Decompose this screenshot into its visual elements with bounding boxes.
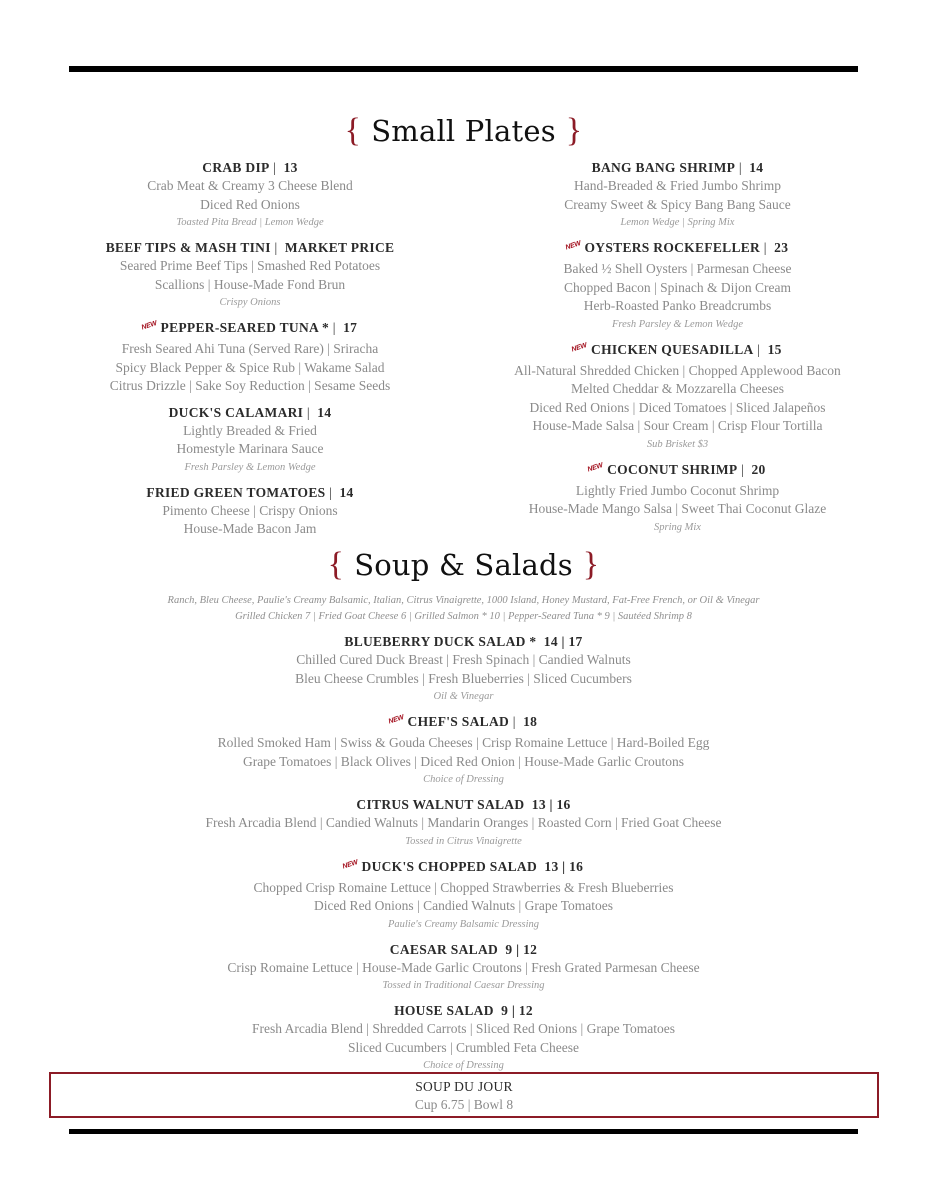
item-description: Creamy Sweet & Spicy Bang Bang Sauce <box>564 196 791 212</box>
item-description: Rolled Smoked Ham | Swiss & Gouda Cheeses | Crisp Romaine Lettuce | Hard-Boiled Egg <box>217 735 710 750</box>
dressing-list: Ranch, Bleu Cheese, Paulie's Creamy Balsamic, Italian, Citrus Vinaigrette, 1000 Island, Honey Mustard, Fat-Free French, or Oil & Vinegar <box>167 595 760 606</box>
item-heading: NEW PEPPER-SEARED TUNA * | 17 <box>75 318 425 340</box>
item-description: Diced Red Onions | Diced Tomatoes | Sliced Jalapeños <box>529 399 826 415</box>
item-note: Choice of Dressing <box>423 774 504 785</box>
item-heading: BANG BANG SHRIMP | 14 <box>591 160 764 175</box>
bottom-rule <box>69 1129 858 1134</box>
item-note: Paulie's Creamy Balsamic Dressing <box>387 918 540 930</box>
section-title-soup-salads: { Soup & Salads } <box>327 546 600 583</box>
item-price: 9 | 12 <box>505 941 538 957</box>
new-badge-icon: NEW <box>564 239 582 252</box>
item-price: 14 <box>317 404 332 420</box>
item-description: Baked ½ Shell Oysters | Parmesan Cheese <box>563 261 792 276</box>
item-description: Melted Cheddar & Mozzarella Cheeses <box>571 381 784 396</box>
soup-du-jour-box <box>49 1072 879 1118</box>
item-description: House-Made Salsa | Sour Cream | Crisp Flour Tortilla <box>532 418 823 433</box>
item-note: Spring Mix <box>654 521 701 533</box>
item-note: Sub Brisket $3 <box>646 438 709 450</box>
menu-item <box>490 460 865 536</box>
item-name: CRAB DIP <box>202 160 270 175</box>
item-name: FRIED GREEN TOMATOES <box>146 484 326 500</box>
item-description: Sliced Cucumbers | Crumbled Feta Cheese <box>347 1039 580 1055</box>
item-note: Choice of Dressing <box>423 1060 504 1071</box>
menu-item <box>60 795 867 850</box>
item-description: Herb-Roasted Panko Breadcrumbs <box>583 298 772 313</box>
small-plates-right-column <box>490 158 865 543</box>
item-description: Fresh Seared Ahi Tuna (Served Rare) | Sriracha <box>121 341 379 356</box>
item-heading: BEEF TIPS & MASH TINI | MARKET PRICE <box>105 240 395 255</box>
menu-item <box>75 238 425 311</box>
item-description: Seared Prime Beef Tips | Smashed Red Potatoes <box>119 258 381 273</box>
item-description: Crisp Romaine Lettuce | House-Made Garlic Croutons | Fresh Grated Parmesan Cheese <box>227 959 700 975</box>
item-heading: NEW CHEF'S SALAD | 18 <box>60 712 867 734</box>
new-badge-icon: NEW <box>571 341 589 354</box>
item-note: Oil & Vinegar <box>433 691 494 702</box>
item-heading: NEW CHICKEN QUESADILLA | 15 <box>490 340 865 362</box>
item-name: CHICKEN QUESADILLA <box>591 341 754 357</box>
item-description: Bleu Cheese Crumbles | Fresh Blueberries | Sliced Cucumbers <box>295 670 632 686</box>
menu-item <box>75 158 425 231</box>
menu-item <box>60 632 867 705</box>
item-price: 13 | 16 <box>544 858 584 874</box>
item-name: HOUSE SALAD <box>394 1003 494 1018</box>
item-description: House-Made Bacon Jam <box>183 521 317 536</box>
brace-close-icon: } <box>565 112 583 149</box>
item-heading: NEW OYSTERS ROCKEFELLER | 23 <box>490 238 865 260</box>
menu-item <box>490 340 865 453</box>
item-description: Chopped Bacon | Spinach & Dijon Cream <box>564 279 791 295</box>
item-name: BANG BANG SHRIMP <box>591 160 736 175</box>
item-description: Fresh Arcadia Blend | Candied Walnuts | Mandarin Oranges | Roasted Corn | Fried Goat Cheese <box>205 815 722 830</box>
dressing-options <box>0 593 927 625</box>
item-name: PEPPER-SEARED TUNA * <box>160 320 330 335</box>
item-description: Crab Meat & Creamy 3 Cheese Blend <box>147 178 353 193</box>
item-note: Fresh Parsley & Lemon Wedge <box>184 461 316 473</box>
brace-open-icon: { <box>327 546 345 583</box>
item-description: Lightly Breaded & Fried <box>183 422 317 438</box>
item-description: Homestyle Marinara Sauce <box>176 441 324 456</box>
item-description: Grape Tomatoes | Black Olives | Diced Red Onion | House-Made Garlic Croutons <box>242 753 685 769</box>
item-heading: FRIED GREEN TOMATOES | 14 <box>146 484 354 500</box>
item-price: 20 <box>751 461 766 477</box>
item-description: Diced Red Onions | Candied Walnuts | Grape Tomatoes <box>313 898 614 913</box>
section-title-small-plates: { Small Plates } <box>344 112 583 149</box>
item-note: Tossed in Traditional Caesar Dressing <box>382 980 545 991</box>
item-heading <box>60 632 867 651</box>
item-price: 14 <box>339 484 354 500</box>
item-heading: NEW COCONUT SHRIMP | 20 <box>490 460 865 482</box>
menu-item <box>75 403 425 476</box>
item-description: Diced Red Onions <box>200 196 300 212</box>
item-note: Tossed in Citrus Vinaigrette <box>405 835 522 847</box>
item-price: MARKET PRICE <box>284 240 395 255</box>
item-heading <box>60 795 867 814</box>
item-price: 13 | 16 <box>531 797 571 812</box>
new-badge-icon: NEW <box>341 858 359 871</box>
item-price: 9 | 12 <box>501 1003 533 1018</box>
item-price: 17 <box>343 320 358 335</box>
item-name: OYSTERS ROCKEFELLER <box>584 240 761 255</box>
new-badge-icon: NEW <box>587 461 605 474</box>
item-description: Lightly Fried Jumbo Coconut Shrimp <box>575 482 780 498</box>
item-description: All-Natural Shredded Chicken | Chopped Applewood Bacon <box>514 362 841 378</box>
item-heading: DUCK'S CALAMARI | 14 <box>168 404 332 420</box>
menu-item <box>60 940 867 995</box>
item-description: Citrus Drizzle | Sake Soy Reduction | Sesame Seeds <box>109 378 391 393</box>
menu-item <box>75 318 425 396</box>
item-price: 18 <box>523 714 538 729</box>
item-name: CITRUS WALNUT SALAD <box>356 797 525 812</box>
item-name: COCONUT SHRIMP <box>607 461 738 477</box>
item-name: SOUP DU JOUR <box>415 1079 513 1094</box>
item-note: Lemon Wedge | Spring Mix <box>620 217 735 228</box>
item-description: Chilled Cured Duck Breast | Fresh Spinach | Candied Walnuts <box>296 652 631 667</box>
add-on-list: Grilled Chicken 7 | Fried Goat Cheese 6 | Grilled Salmon * 10 | Pepper-Seared Tuna * 9 | Sautéed Shrimp 8 <box>235 611 692 622</box>
item-price: 14 | 17 <box>543 634 583 649</box>
item-price: 23 <box>774 240 789 255</box>
small-plates-left-column <box>75 158 425 546</box>
item-name: DUCK'S CALAMARI <box>168 404 304 420</box>
menu-item <box>60 712 867 788</box>
item-price: 15 <box>767 341 782 357</box>
item-description: Scallions | House-Made Fond Brun <box>154 276 346 292</box>
item-heading: CRAB DIP | 13 <box>202 160 298 175</box>
menu-item <box>490 158 865 231</box>
item-description: Spicy Black Pepper & Spice Rub | Wakame Salad <box>115 359 385 375</box>
item-heading <box>60 940 867 959</box>
item-note: Toasted Pita Bread | Lemon Wedge <box>176 217 324 228</box>
item-description: Pimento Cheese | Crispy Onions <box>162 502 338 518</box>
top-rule <box>69 66 858 72</box>
item-name: CAESAR SALAD <box>389 941 499 957</box>
new-badge-icon: NEW <box>387 713 405 726</box>
salads-column <box>60 632 867 1081</box>
item-name: CHEF'S SALAD <box>407 714 510 729</box>
item-note: Fresh Parsley & Lemon Wedge <box>611 318 744 330</box>
item-heading <box>60 1001 867 1020</box>
menu-item <box>60 1001 867 1074</box>
new-badge-icon: NEW <box>140 319 158 332</box>
item-prices: Cup 6.75 | Bowl 8 <box>414 1097 514 1112</box>
brace-open-icon: { <box>344 112 362 149</box>
item-description: Chopped Crisp Romaine Lettuce | Chopped Strawberries & Fresh Blueberries <box>253 879 674 895</box>
menu-item <box>490 238 865 333</box>
brace-close-icon: } <box>582 546 600 583</box>
item-name: BLUEBERRY DUCK SALAD * <box>344 634 537 649</box>
menu-item <box>60 857 867 933</box>
item-description: Hand-Breaded & Fried Jumbo Shrimp <box>574 178 781 193</box>
item-description: House-Made Mango Salsa | Sweet Thai Coconut Glaze <box>528 501 827 516</box>
item-heading <box>60 857 867 879</box>
item-name: BEEF TIPS & MASH TINI <box>105 240 271 255</box>
item-price: 13 <box>283 160 298 175</box>
item-name: DUCK'S CHOPPED SALAD <box>361 858 538 874</box>
item-note: Crispy Onions <box>219 297 281 308</box>
item-price: 14 <box>749 160 764 175</box>
item-description: Fresh Arcadia Blend | Shredded Carrots | Sliced Red Onions | Grape Tomatoes <box>251 1021 676 1036</box>
menu-item <box>75 483 425 539</box>
